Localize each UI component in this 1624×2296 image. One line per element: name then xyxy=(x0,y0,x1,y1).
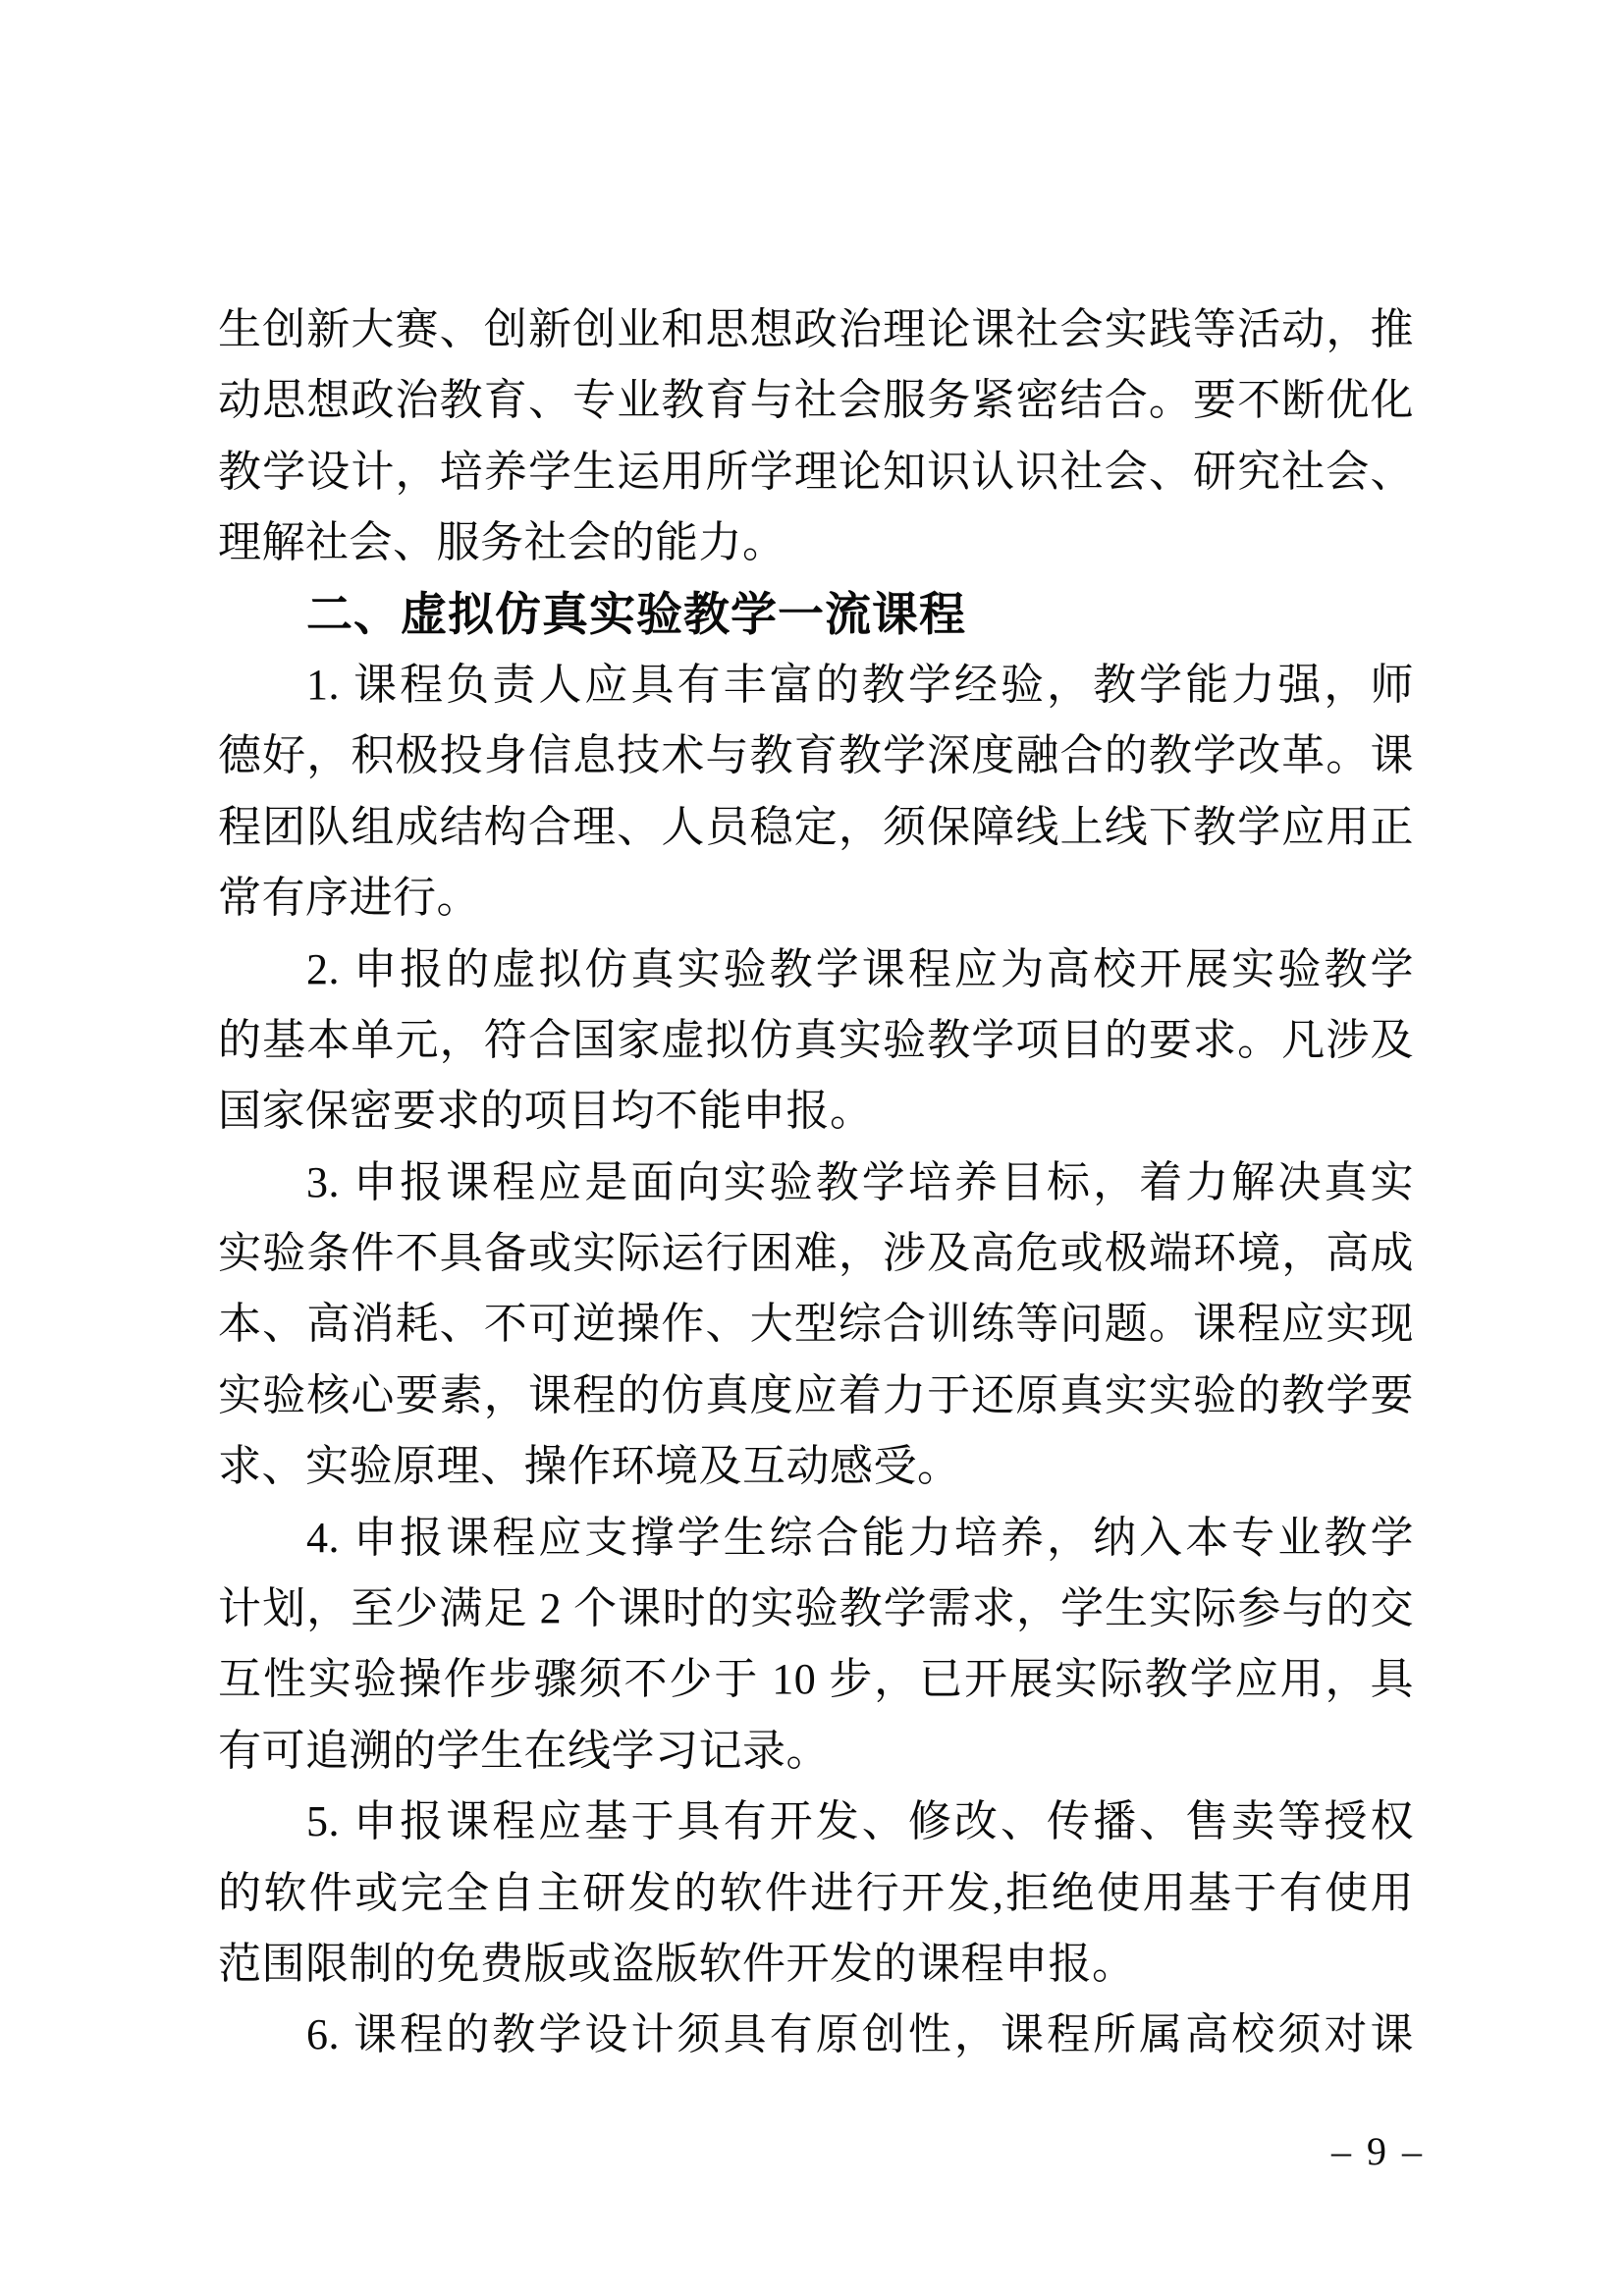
text-line: 有可追溯的学生在线学习记录。 xyxy=(218,1726,830,1775)
document-body xyxy=(218,294,1414,2071)
text-line: 动思想政治教育、专业教育与社会服务紧密结合。要不断优化 xyxy=(218,376,1414,425)
text-line: 的软件或完全自主研发的软件进行开发,拒绝使用基于有使用 xyxy=(218,1868,1414,1917)
page-number: – 9 – xyxy=(1331,2129,1425,2173)
text-line: 生创新大赛、创新创业和思想政治理论课社会实践等活动，推 xyxy=(218,305,1414,353)
text-line: 计划，至少满足 2 个课时的实验教学需求，学生实际参与的交 xyxy=(218,1584,1414,1633)
text-line: 实验核心要素，课程的仿真度应着力于还原真实实验的教学要 xyxy=(218,1370,1414,1419)
text-line: 3. 申报课程应是面向实验教学培养目标，着力解决真实 xyxy=(306,1157,1414,1206)
text-line: 程团队组成结构合理、人员稳定，须保障线上线下教学应用正 xyxy=(218,802,1414,851)
text-line: 互性实验操作步骤须不少于 10 步，已开展实际教学应用，具 xyxy=(218,1655,1414,1704)
section-heading: 二、虚拟仿真实验教学一流课程 xyxy=(306,587,966,640)
text-line: 5. 申报课程应基于具有开发、修改、传播、售卖等授权 xyxy=(306,1797,1414,1846)
text-line: 理解社会、服务社会的能力。 xyxy=(218,518,786,567)
text-line: 求、实验原理、操作环境及互动感受。 xyxy=(218,1442,961,1491)
text-line: 国家保密要求的项目均不能申报。 xyxy=(218,1087,874,1136)
text-line: 教学设计，培养学生运用所学理论知识认识社会、研究社会、 xyxy=(218,447,1414,496)
text-line: 本、高消耗、不可逆操作、大型综合训练等问题。课程应实现 xyxy=(218,1300,1414,1349)
text-line: 4. 申报课程应支撑学生综合能力培养，纳入本专业教学 xyxy=(306,1513,1414,1562)
text-line: 常有序进行。 xyxy=(218,874,480,923)
text-line: 范围限制的免费版或盗版软件开发的课程申报。 xyxy=(218,1939,1136,1988)
text-line: 1. 课程负责人应具有丰富的教学经验，教学能力强，师 xyxy=(306,660,1414,709)
text-line: 6. 课程的教学设计须具有原创性，课程所属高校须对课 xyxy=(306,2010,1414,2059)
text-line: 德好，积极投身信息技术与教育教学深度融合的教学改革。课 xyxy=(218,731,1414,780)
text-line: 2. 申报的虚拟仿真实验教学课程应为高校开展实验教学 xyxy=(306,944,1414,993)
text-line: 的基本单元，符合国家虚拟仿真实验教学项目的要求。凡涉及 xyxy=(218,1015,1414,1064)
text-line: 实验条件不具备或实际运行困难，涉及高危或极端环境，高成 xyxy=(218,1229,1414,1278)
